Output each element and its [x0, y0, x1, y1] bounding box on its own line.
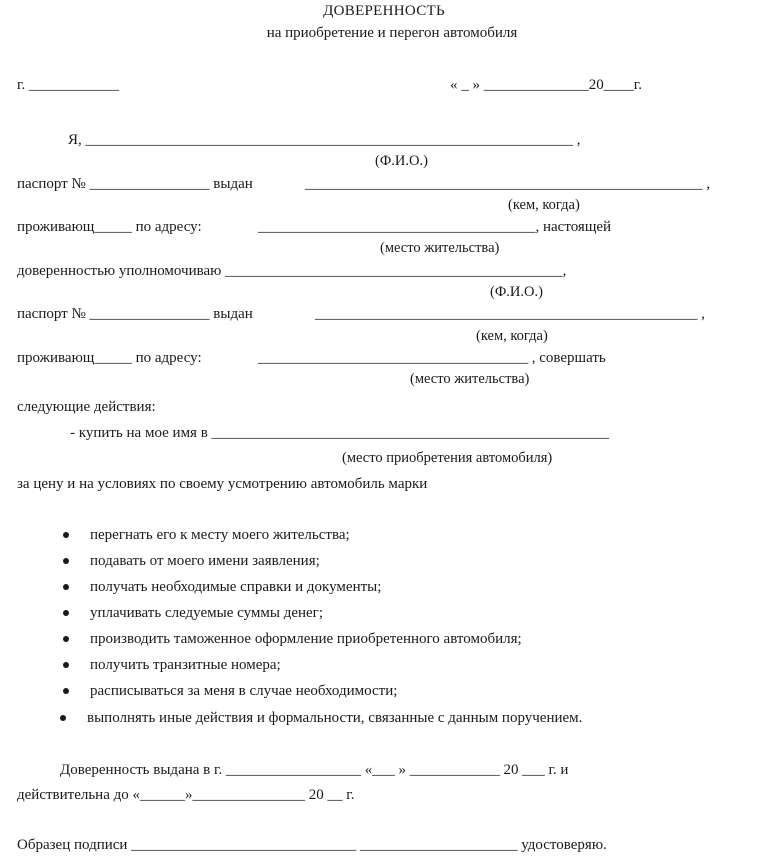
residence2-caption: (место жительства): [410, 371, 530, 387]
bullet-icon: [60, 715, 66, 721]
residence1-caption: (место жительства): [380, 240, 500, 256]
bullet-icon: [63, 584, 69, 590]
city-field: г. ____________: [17, 77, 119, 93]
list-item: производить таможенное оформление приобретенного автомобиля;: [90, 631, 522, 647]
list-item: перегнать его к месту моего жительства;: [90, 527, 350, 543]
list-item: подавать от моего имени заявления;: [90, 553, 320, 569]
buy-line: - купить на мое имя в _____________________________________________________: [70, 425, 610, 441]
list-item: расписываться за меня в случае необходимости;: [90, 683, 398, 699]
signature-line: Образец подписи ______________________________ _____________________ удостоверяю.: [17, 837, 607, 853]
issued-line: Доверенность выдана в г. __________________ «___ » ____________ 20 ___ г. и: [60, 762, 569, 778]
passport2-issued-line: ___________________________________________________ ,: [315, 306, 705, 322]
bullet-icon: [63, 532, 69, 538]
document-title: ДОВЕРЕННОСТЬ: [323, 3, 445, 19]
valid-until-line: действительна до «______»_______________ 20 __ г.: [17, 787, 355, 803]
passport2-caption: (кем, когда): [476, 328, 548, 344]
actions-intro: следующие действия:: [17, 399, 156, 415]
list-item: получать необходимые справки и документы;: [90, 579, 382, 595]
principal-caption: (Ф.И.О.): [375, 153, 428, 169]
list-item: получить транзитные номера;: [90, 657, 281, 673]
bullet-icon: [63, 662, 69, 668]
agent-caption: (Ф.И.О.): [490, 284, 543, 300]
price-line: за цену и на условиях по своему усмотрению автомобиль марки: [17, 476, 428, 492]
passport1-caption: (кем, когда): [508, 197, 580, 213]
principal-line: Я, _________________________________________________________________ ,: [68, 132, 581, 148]
residence1-label: проживающ_____ по адресу:: [17, 219, 202, 235]
list-item: уплачивать следуемые суммы денег;: [90, 605, 323, 621]
residence2-label: проживающ_____ по адресу:: [17, 350, 202, 366]
date-field: « _ » ______________20____г.: [450, 77, 642, 93]
passport1-number-line: паспорт № ________________ выдан: [17, 176, 253, 192]
residence1-line: _____________________________________, настоящей: [258, 219, 612, 235]
passport1-issued-line: _____________________________________________________ ,: [305, 176, 710, 192]
passport2-number-line: паспорт № ________________ выдан: [17, 306, 253, 322]
bullet-icon: [63, 610, 69, 616]
buy-caption: (место приобретения автомобиля): [342, 450, 553, 466]
bullet-icon: [63, 558, 69, 564]
residence2-line: ____________________________________ , совершать: [258, 350, 606, 366]
authorize-line: доверенностью уполномочиваю _____________________________________________,: [17, 263, 567, 279]
bullet-icon: [63, 636, 69, 642]
bullet-icon: [63, 688, 69, 694]
document-subtitle: на приобретение и перегон автомобиля: [266, 25, 518, 41]
list-item: выполнять иные действия и формальности, связанные с данным поручением.: [87, 710, 583, 726]
